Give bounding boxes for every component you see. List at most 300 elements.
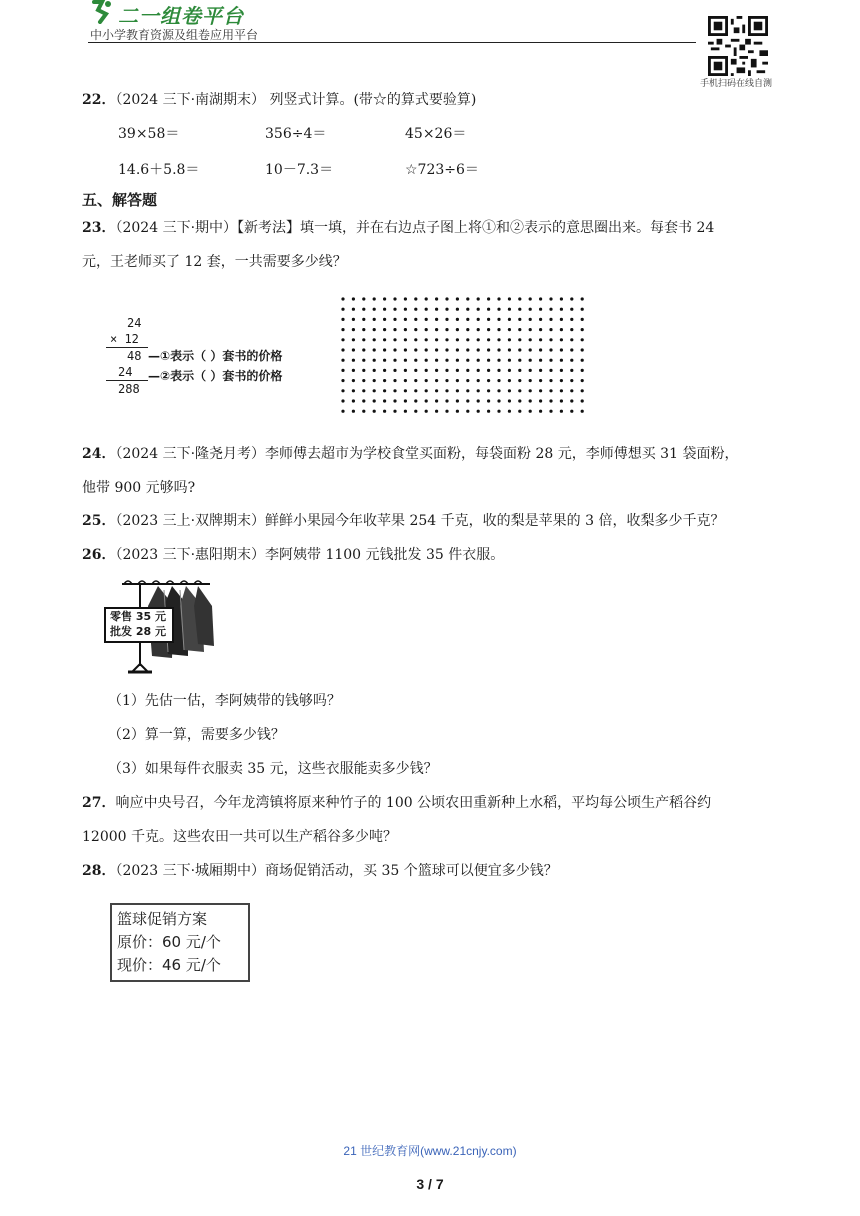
grid-dot [362, 379, 365, 382]
grid-dot [404, 410, 407, 413]
grid-dot [518, 318, 521, 321]
section-title: 五、解答题 [82, 191, 158, 209]
grid-dot [570, 359, 573, 362]
grid-dot [362, 359, 365, 362]
grid-dot [466, 297, 469, 300]
grid-dot [487, 328, 490, 331]
grid-dot [435, 297, 438, 300]
question-26 [82, 545, 504, 565]
question-number: 26． [82, 547, 116, 563]
grid-dot [581, 359, 584, 362]
grid-dot [518, 328, 521, 331]
grid-dot [560, 348, 563, 351]
grid-dot [581, 297, 584, 300]
grid-dot [425, 328, 428, 331]
grid-dot [487, 308, 490, 311]
grid-dot [508, 389, 511, 392]
question-text: 响应中央号召，今年龙湾镇将原来种竹子的 100 公顷农田重新种上水稻，平均每公顷生产稻谷约 [115, 795, 712, 811]
grid-dot [404, 359, 407, 362]
calc-row-2: × 12 [110, 332, 139, 346]
grid-dot [393, 338, 396, 341]
basketball-promo-box [110, 903, 250, 982]
question-text: （2024 三下·期中）【新考法】填一填，并在右边点子图上将①和②表示的意思圈出来。每套书 24 [115, 220, 715, 236]
grid-dot [508, 379, 511, 382]
grid-dot [529, 359, 532, 362]
grid-dot [518, 308, 521, 311]
grid-dot [539, 399, 542, 402]
grid-dot [341, 308, 344, 311]
calc-row-4: 24 [118, 365, 133, 379]
grid-dot [373, 308, 376, 311]
grid-dot [581, 389, 584, 392]
grid-dot [435, 379, 438, 382]
calc-row-1: 24 [127, 316, 142, 330]
grid-dot [414, 348, 417, 351]
original-price: 原价：60 元/个 [117, 933, 221, 951]
grid-dot [570, 297, 573, 300]
grid-dot [508, 308, 511, 311]
grid-dot [560, 389, 563, 392]
question-text: （2023 三下·城厢期中）商场促销活动，买 35 个篮球可以便宜多少钱？ [115, 863, 558, 879]
grid-dot [383, 297, 386, 300]
grid-dot [404, 379, 407, 382]
grid-dot [549, 318, 552, 321]
grid-dot [466, 399, 469, 402]
grid-dot [539, 297, 542, 300]
grid-dot [560, 369, 563, 372]
question-number: 24． [82, 446, 116, 462]
grid-dot [539, 348, 542, 351]
grid-dot [560, 318, 563, 321]
grid-dot [404, 297, 407, 300]
logo-runner-icon [88, 0, 118, 24]
header [0, 0, 860, 90]
grid-dot [539, 369, 542, 372]
grid-dot [529, 297, 532, 300]
grid-dot [352, 348, 355, 351]
grid-dot [539, 328, 542, 331]
grid-dot [341, 410, 344, 413]
grid-dot [435, 308, 438, 311]
grid-dot [425, 379, 428, 382]
grid-dot [352, 379, 355, 382]
grid-dot [518, 410, 521, 413]
grid-dot [497, 389, 500, 392]
grid-dot [466, 389, 469, 392]
grid-dot [549, 410, 552, 413]
grid-dot [477, 318, 480, 321]
grid-dot [362, 369, 365, 372]
sub-question-1: （1）先估一估，李阿姨带的钱够吗？ [108, 693, 341, 709]
grid-dot [414, 338, 417, 341]
grid-dot [425, 348, 428, 351]
grid-dot [560, 338, 563, 341]
grid-dot [539, 410, 542, 413]
grid-dot [414, 399, 417, 402]
grid-dot [560, 308, 563, 311]
grid-dot [508, 348, 511, 351]
grid-dot [393, 308, 396, 311]
grid-dot [373, 399, 376, 402]
grid-dot [435, 328, 438, 331]
grid-dot [529, 348, 532, 351]
grid-dot [383, 359, 386, 362]
question-25 [82, 511, 724, 531]
grid-dot [466, 348, 469, 351]
grid-dot [445, 410, 448, 413]
grid-dot [352, 318, 355, 321]
grid-dot [456, 328, 459, 331]
sub-question-3: （3）如果每件衣服卖 35 元，这些衣服能卖多少钱？ [108, 761, 438, 777]
grid-dot [508, 297, 511, 300]
grid-dot [445, 297, 448, 300]
question-22 [82, 90, 476, 110]
grid-dot [352, 389, 355, 392]
grid-dot [404, 369, 407, 372]
grid-dot [487, 348, 490, 351]
grid-dot [435, 359, 438, 362]
grid-dot [497, 297, 500, 300]
grid-dot [518, 389, 521, 392]
grid-dot [362, 348, 365, 351]
grid-dot [425, 410, 428, 413]
grid-dot [477, 328, 480, 331]
grid-dot [466, 308, 469, 311]
grid-dot [456, 318, 459, 321]
grid-dot [383, 328, 386, 331]
grid-dot [487, 410, 490, 413]
grid-dot [341, 297, 344, 300]
grid-dot [393, 389, 396, 392]
grid-dot [549, 338, 552, 341]
question-number: 23． [82, 220, 116, 236]
grid-dot [581, 410, 584, 413]
calc-row-5: 288 [118, 382, 140, 396]
grid-dot [497, 308, 500, 311]
grid-dot [456, 338, 459, 341]
question-number: 27． [82, 795, 116, 811]
grid-dot [570, 379, 573, 382]
grid-dot [497, 379, 500, 382]
grid-dot [404, 389, 407, 392]
wholesale-price: 批发 28 元 [110, 625, 166, 638]
grid-dot [581, 338, 584, 341]
grid-dot [477, 359, 480, 362]
grid-dot [581, 399, 584, 402]
grid-dot [435, 389, 438, 392]
grid-dot [383, 338, 386, 341]
grid-dot [425, 308, 428, 311]
grid-dot [456, 348, 459, 351]
grid-dot [570, 410, 573, 413]
grid-dot [393, 369, 396, 372]
grid-dot [383, 348, 386, 351]
grid-dot [508, 369, 511, 372]
grid-dot [549, 308, 552, 311]
qr-caption: 手机扫码在线自测 [700, 78, 773, 88]
grid-dot [456, 369, 459, 372]
grid-dot [435, 399, 438, 402]
grid-dot [497, 318, 500, 321]
grid-dot [362, 297, 365, 300]
grid-dot [352, 399, 355, 402]
question-text: （2024 三下·南湖期末） 列竖式计算。(带☆的算式要验算) [115, 92, 477, 108]
grid-dot [404, 399, 407, 402]
grid-dot [373, 318, 376, 321]
grid-dot [373, 348, 376, 351]
grid-dot [373, 328, 376, 331]
grid-dot [497, 359, 500, 362]
grid-dot [560, 410, 563, 413]
grid-dot [341, 369, 344, 372]
grid-dot [352, 328, 355, 331]
grid-dot [373, 359, 376, 362]
grid-dot [529, 369, 532, 372]
grid-dot [445, 359, 448, 362]
grid-dot [570, 318, 573, 321]
grid-dot [404, 318, 407, 321]
grid-dot [425, 399, 428, 402]
expr-4: 14.6＋5.8＝ [118, 162, 200, 178]
grid-dot [570, 348, 573, 351]
grid-dot [352, 308, 355, 311]
grid-dot [560, 328, 563, 331]
grid-dot [404, 308, 407, 311]
grid-dot [383, 308, 386, 311]
grid-dot [404, 338, 407, 341]
expr-6: ☆723÷6＝ [405, 162, 479, 178]
grid-dot [393, 399, 396, 402]
grid-dot [518, 297, 521, 300]
grid-dot [570, 369, 573, 372]
grid-dot [414, 359, 417, 362]
grid-dot [414, 297, 417, 300]
grid-dot [373, 410, 376, 413]
sub-question-2: （2）算一算，需要多少钱？ [108, 727, 285, 743]
grid-dot [497, 399, 500, 402]
grid-dot [549, 399, 552, 402]
question-23-line1 [82, 218, 714, 238]
grid-dot [362, 410, 365, 413]
grid-dot [466, 369, 469, 372]
grid-dot [497, 369, 500, 372]
grid-dot [508, 338, 511, 341]
grid-dot [362, 338, 365, 341]
grid-dot [352, 369, 355, 372]
question-27-line1 [82, 793, 711, 813]
calc-row-3: 48 [127, 349, 142, 363]
grid-dot [570, 389, 573, 392]
grid-dot [414, 328, 417, 331]
footer-link[interactable]: 21 世纪教育网(www.21cnjy.com) [343, 1144, 517, 1158]
grid-dot [487, 389, 490, 392]
qr-code-icon[interactable] [708, 16, 768, 76]
grid-dot [362, 399, 365, 402]
grid-dot [456, 399, 459, 402]
grid-dot [560, 379, 563, 382]
grid-dot [414, 379, 417, 382]
grid-dot [539, 338, 542, 341]
site-description: 中小学教育资源及组卷应用平台 [90, 28, 259, 42]
grid-dot [487, 297, 490, 300]
grid-dot [549, 389, 552, 392]
grid-dot [529, 308, 532, 311]
grid-dot [477, 399, 480, 402]
grid-dot [497, 348, 500, 351]
grid-dot [466, 359, 469, 362]
grid-dot [383, 318, 386, 321]
grid-dot [362, 389, 365, 392]
grid-dot [456, 410, 459, 413]
grid-dot [477, 410, 480, 413]
grid-dot [445, 379, 448, 382]
grid-dot [529, 399, 532, 402]
grid-dot [373, 379, 376, 382]
grid-dot [383, 389, 386, 392]
grid-dot [373, 369, 376, 372]
grid-dot [435, 369, 438, 372]
header-divider [88, 42, 696, 43]
grid-dot [414, 308, 417, 311]
page-number: 3 / 7 [416, 1176, 444, 1192]
grid-dot [425, 389, 428, 392]
grid-dot [529, 338, 532, 341]
grid-dot [341, 359, 344, 362]
grid-dot [352, 338, 355, 341]
grid-dot [477, 308, 480, 311]
grid-dot [352, 410, 355, 413]
grid-dot [425, 318, 428, 321]
dot-grid-figure[interactable] [338, 294, 592, 418]
grid-dot [456, 359, 459, 362]
grid-dot [383, 410, 386, 413]
grid-dot [508, 410, 511, 413]
retail-price: 零售 35 元 [110, 610, 166, 623]
grid-dot [497, 328, 500, 331]
grid-dot [497, 410, 500, 413]
grid-dot [549, 328, 552, 331]
grid-dot [341, 389, 344, 392]
grid-dot [445, 348, 448, 351]
grid-dot [341, 348, 344, 351]
grid-dot [466, 328, 469, 331]
grid-dot [581, 379, 584, 382]
grid-dot [425, 359, 428, 362]
grid-dot [518, 379, 521, 382]
grid-dot [466, 338, 469, 341]
question-number: 22． [82, 92, 116, 108]
grid-dot [508, 359, 511, 362]
grid-dot [341, 318, 344, 321]
question-24-line2: 他带 900 元够吗? [82, 480, 196, 496]
grid-dot [341, 338, 344, 341]
grid-dot [341, 328, 344, 331]
grid-dot [570, 328, 573, 331]
grid-dot [435, 338, 438, 341]
price-sign [104, 607, 174, 643]
grid-dot [352, 297, 355, 300]
logo-text: 二一组卷平台 [118, 6, 244, 28]
grid-dot [393, 348, 396, 351]
grid-dot [497, 338, 500, 341]
grid-dot [487, 318, 490, 321]
grid-dot [518, 359, 521, 362]
grid-dot [570, 399, 573, 402]
grid-dot [414, 369, 417, 372]
grid-dot [508, 318, 511, 321]
grid-dot [518, 338, 521, 341]
calc-line-1 [106, 347, 148, 348]
grid-dot [425, 338, 428, 341]
grid-dot [549, 379, 552, 382]
grid-dot [383, 379, 386, 382]
grid-dot [487, 359, 490, 362]
expr-2: 356÷4＝ [265, 126, 327, 142]
grid-dot [445, 369, 448, 372]
grid-dot [456, 297, 459, 300]
grid-dot [570, 308, 573, 311]
grid-dot [518, 399, 521, 402]
current-price: 现价：46 元/个 [117, 956, 221, 974]
grid-dot [373, 297, 376, 300]
grid-dot [487, 399, 490, 402]
question-text: （2024 三下·隆尧月考）李师傅去超市为学校食堂买面粉，每袋面粉 28 元，李师傅想买 31 袋面粉， [115, 446, 739, 462]
grid-dot [414, 389, 417, 392]
question-text: （2023 三下·惠阳期末）李阿姨带 1100 元钱批发 35 件衣服。 [115, 547, 505, 563]
grid-dot [404, 348, 407, 351]
grid-dot [570, 338, 573, 341]
grid-dot [477, 348, 480, 351]
grid-dot [425, 297, 428, 300]
grid-dot [445, 399, 448, 402]
grid-dot [560, 297, 563, 300]
grid-dot [487, 369, 490, 372]
grid-dot [549, 359, 552, 362]
grid-dot [581, 318, 584, 321]
grid-dot [341, 379, 344, 382]
grid-dot [477, 369, 480, 372]
grid-dot [393, 359, 396, 362]
grid-dot [529, 389, 532, 392]
grid-dot [425, 369, 428, 372]
grid-dot [414, 410, 417, 413]
grid-dot [477, 297, 480, 300]
grid-dot [529, 379, 532, 382]
grid-dot [549, 297, 552, 300]
grid-dot [362, 318, 365, 321]
grid-dot [487, 338, 490, 341]
grid-dot [414, 318, 417, 321]
grid-dot [383, 399, 386, 402]
grid-dot [383, 369, 386, 372]
grid-dot [393, 318, 396, 321]
grid-dot [445, 338, 448, 341]
grid-dot [466, 318, 469, 321]
grid-dot [445, 318, 448, 321]
grid-dot [508, 328, 511, 331]
question-text: （2023 三上·双牌期末）鲜鲜小果园今年收苹果 254 千克，收的梨是苹果的 3 倍，收梨多少千克？ [115, 513, 725, 529]
grid-dot [529, 410, 532, 413]
grid-dot [373, 338, 376, 341]
grid-dot [518, 369, 521, 372]
grid-dot [560, 359, 563, 362]
grid-dot [393, 297, 396, 300]
grid-dot [445, 389, 448, 392]
grid-dot [456, 379, 459, 382]
calc-line-2 [106, 380, 148, 381]
expr-5: 10－7.3＝ [265, 162, 334, 178]
calc-label-1: —①表示（ ）套书的价格 [148, 349, 283, 363]
